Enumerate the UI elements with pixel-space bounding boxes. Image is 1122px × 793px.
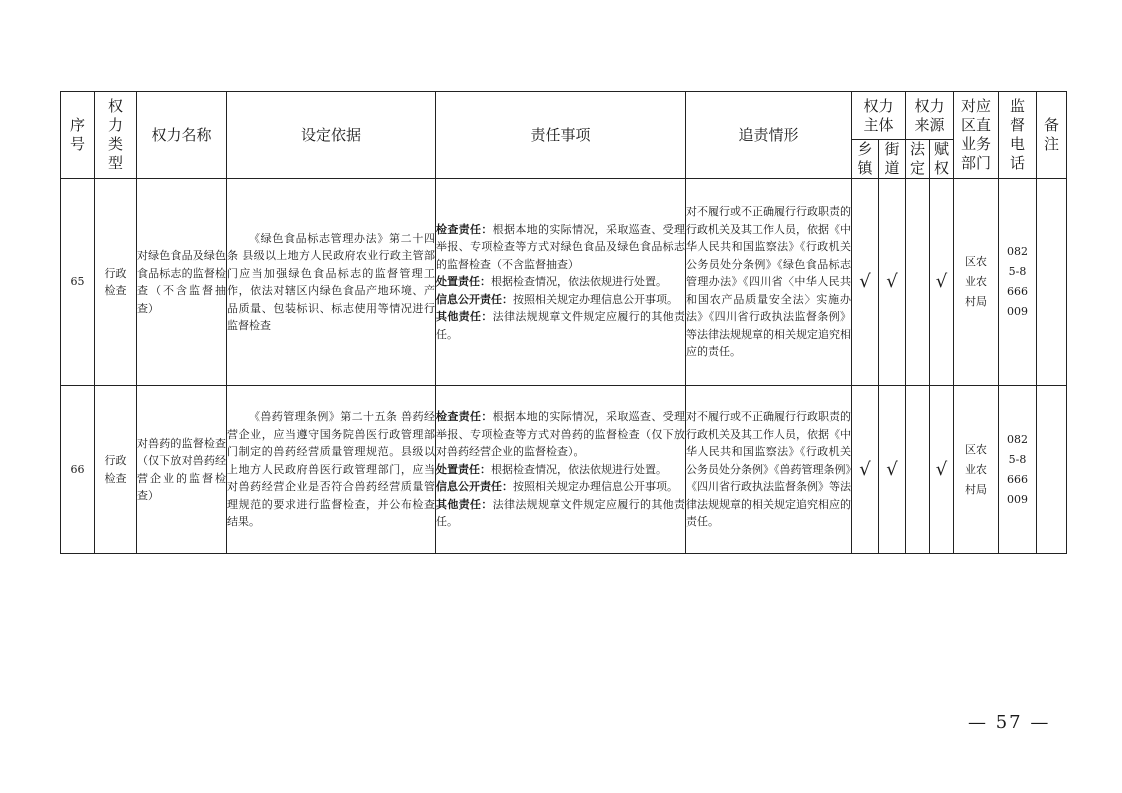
- row-power-name: 对兽药的监督检查（仅下放对兽药经营企业的监督检查）: [137, 386, 227, 554]
- check-town: √: [852, 179, 879, 386]
- duty-item: 检查责任：根据本地的实际情况，采取巡查、受理举报、专项检查等方式对兽药的监督检查（仅下放对兽药经营企业的监督检查）。: [436, 410, 686, 459]
- table-row: [61, 386, 1067, 554]
- duty-item: 信息公开责任：按照相关规定办理信息公开事项。: [436, 480, 678, 494]
- header-note: 备 注: [1037, 92, 1067, 179]
- check-granted: √: [930, 386, 954, 554]
- header-source-granted: 赋 权: [930, 140, 954, 179]
- header-seq: 序 号: [61, 92, 95, 179]
- table-row: [61, 179, 1067, 386]
- header-accountability: 追责情形: [686, 92, 852, 179]
- header-subject-street: 街 道: [879, 140, 906, 179]
- check-legal: [906, 179, 930, 386]
- header-row-1: [61, 92, 1067, 140]
- row-power-name: 对绿色食品及绿色食品标志的监督检查（不含监督抽查）: [137, 179, 227, 386]
- row-seq: 65: [61, 179, 95, 386]
- header-subject-town: 乡 镇: [852, 140, 879, 179]
- row-duties: [436, 386, 686, 554]
- header-source-legal: 法 定: [906, 140, 930, 179]
- header-phone: 监 督 电 话: [999, 92, 1037, 179]
- row-type: 行政检查: [95, 179, 137, 386]
- row-accountability: 对不履行或不正确履行行政职责的行政机关及其工作人员，依据《中华人民共和国监察法》《行政机关公务员处分条例》《兽药管理条例》《四川省行政执法监督条例》等法律法规规章的相关规定追究相应的责任。: [686, 386, 852, 554]
- row-basis: 《绿色食品标志管理办法》第二十四条 县级以上地方人民政府农业行政主管部门应当加强绿色食品标志的监督管理工作，依法对辖区内绿色食品产地环境、产品质量、包装标识、标志使用等情况进行监督检查: [227, 179, 436, 386]
- page-number: — 57 —: [968, 712, 1051, 733]
- row-note: [1037, 386, 1067, 554]
- header-dept: 对应 区直 业务 部门: [954, 92, 999, 179]
- duty-item: 处置责任：根据检查情况，依法依规进行处置。: [436, 275, 667, 289]
- row-dept: 区农 业农 村局: [954, 386, 999, 554]
- row-type: 行政检查: [95, 386, 137, 554]
- row-note: [1037, 179, 1067, 386]
- check-granted: √: [930, 179, 954, 386]
- row-dept: 区农 业农 村局: [954, 179, 999, 386]
- duty-item: 信息公开责任：按照相关规定办理信息公开事项。: [436, 292, 678, 306]
- check-street: √: [879, 179, 906, 386]
- duty-item: 其他责任：法律法规规章文件规定应履行的其他责任。: [436, 497, 686, 529]
- check-street: √: [879, 386, 906, 554]
- header-source: 权力来源: [906, 92, 954, 140]
- row-seq: 66: [61, 386, 95, 554]
- header-type: 权 力 类 型: [95, 92, 137, 179]
- duty-item: 其他责任：法律法规规章文件规定应履行的其他责任。: [436, 310, 686, 341]
- row-phone: 082 5-8 666 009: [999, 386, 1037, 554]
- header-subject: 权力主体: [852, 92, 906, 140]
- duty-item: 处置责任：根据检查情况，依法依规进行处置。: [436, 462, 667, 476]
- row-phone: 082 5-8 666 009: [999, 179, 1037, 386]
- row-basis: 《兽药管理条例》第二十五条 兽药经营企业，应当遵守国务院兽医行政管理部门制定的兽药经营质量管理规范。县级以上地方人民政府兽医行政管理部门，应当对兽药经营企业是否符合兽药经营质量管理规范的要求进行监督检查，并公布检查结果。: [227, 386, 436, 554]
- duty-item: 检查责任：根据本地的实际情况，采取巡查、受理举报、专项检查等方式对绿色食品及绿色食品标志的监督检查（不含监督抽查）: [436, 222, 686, 271]
- power-list-table: [60, 91, 1067, 554]
- header-duty: 责任事项: [436, 92, 686, 179]
- row-accountability: 对不履行或不正确履行行政职责的行政机关及其工作人员，依据《中华人民共和国监察法》《行政机关公务员处分条例》《绿色食品标志管理办法》《四川省〈中华人民共和国农产品质量安全法〉实施办法》《四川省行政执法监督条例》等法律法规规章的相关规定追究相应的责任。: [686, 179, 852, 386]
- header-basis: 设定依据: [227, 92, 436, 179]
- check-town: √: [852, 386, 879, 554]
- header-name: 权力名称: [137, 92, 227, 179]
- row-duties: [436, 179, 686, 386]
- check-legal: [906, 386, 930, 554]
